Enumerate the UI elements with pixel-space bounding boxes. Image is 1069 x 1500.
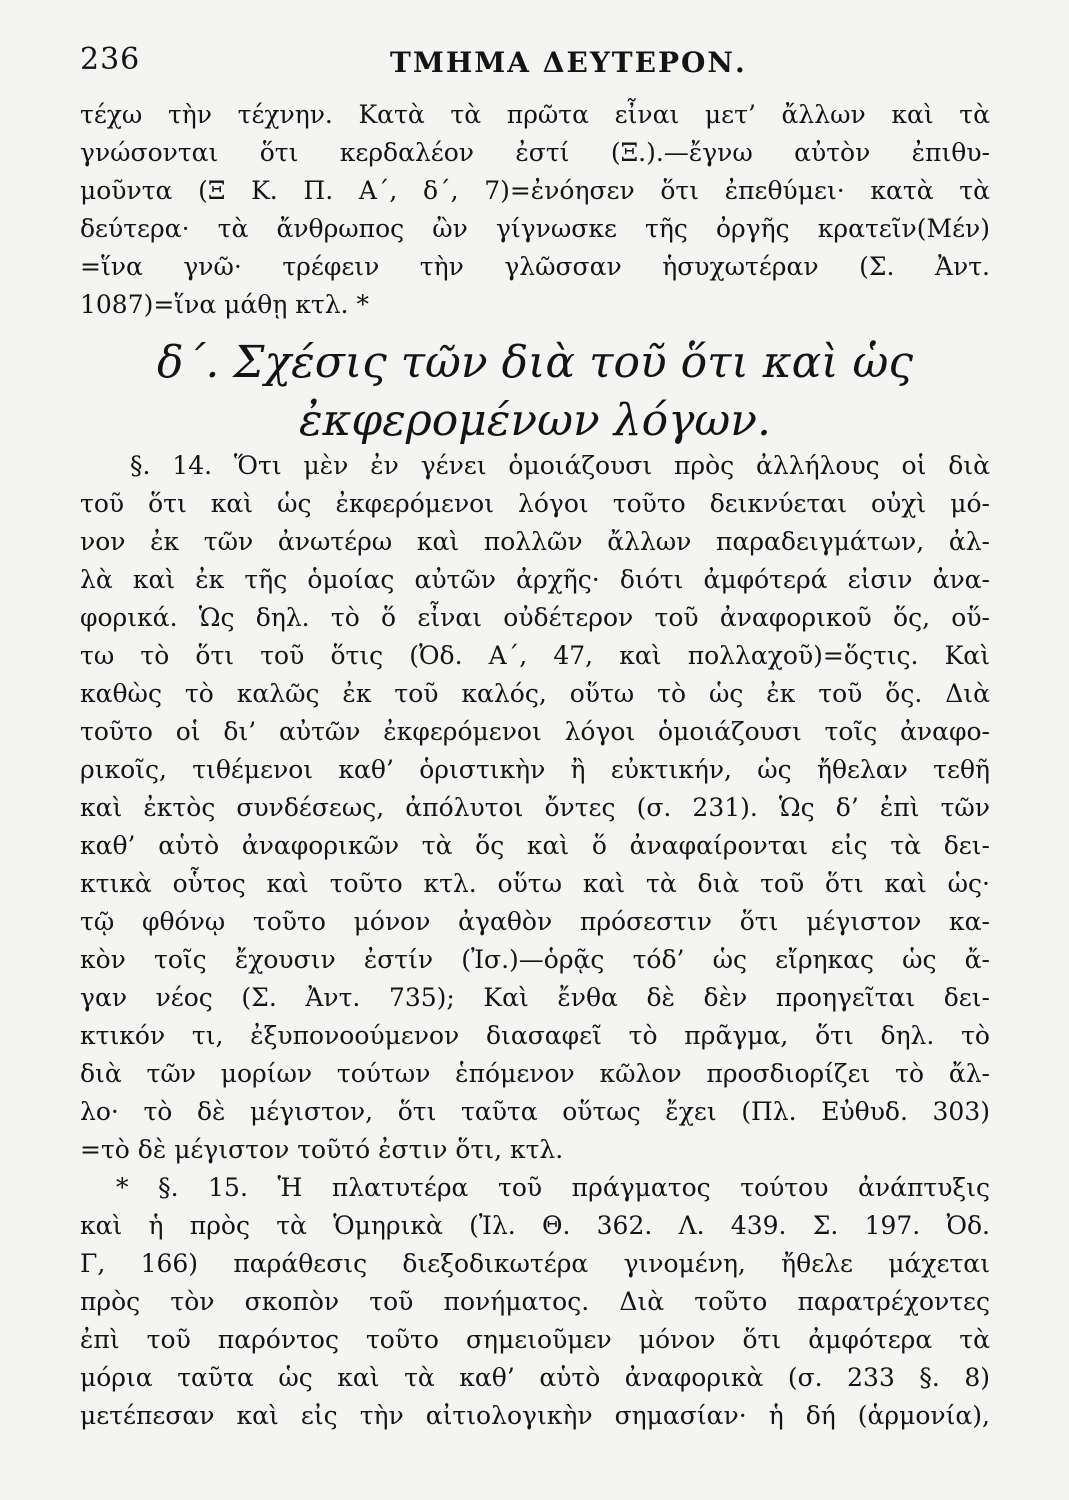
text-line: τέχω τὴν τέχνην. Κατὰ τὰ πρῶτα εἶναι μετ’ ἄλλων καὶ τὰ [80,100,990,129]
section-heading-line-2: ἐκφερομένων λόγων. [298,395,772,446]
text-line: γαν νέος (Σ. Ἀντ. 735); Καὶ ἔνθα δὲ δὲν προηγεῖται δει- [80,983,990,1012]
text-line: καὶ ἡ πρὸς τὰ Ὁμηρικὰ (Ἰλ. Θ. 362. Λ. 439. Σ. 197. Ὀδ. [80,1211,990,1240]
text-line: τοῦτο οἱ δι’ αὐτῶν ἐκφερόμενοι λόγοι ὁμοιάζουσι τοῖς ἀναφο- [80,717,990,746]
text-line: μόρια ταῦτα ὡς καὶ τὰ καθ’ αὑτὸ ἀναφορικὰ (σ. 233 §. 8) [80,1363,990,1392]
text-line: ρικοῖς, τιθέμενοι καθ’ ὁριστικὴν ἢ εὐκτικήν, ὡς ἤθελαν τεθῆ [80,755,990,784]
text-line: πρὸς τὸν σκοπὸν τοῦ πονήματος. Διὰ τοῦτο παρατρέχοντες [80,1287,990,1316]
page-header [80,42,990,82]
section-heading [80,334,990,450]
paragraph-15 [80,1169,990,1435]
text-line: 1087)=ἵνα μάθῃ κτλ. * [80,290,369,319]
text-line: νον ἐκ τῶν ἀνωτέρω καὶ πολλῶν ἄλλων παραδειγμάτων, ἀλ- [80,527,990,556]
text-line: ἐπὶ τοῦ παρόντος τοῦτο σημειοῦμεν μόνον ὅτι ἀμφότερα τὰ [80,1325,990,1354]
text-line: φορικά. Ὡς δηλ. τὸ ὅ εἶναι οὐδέτερον τοῦ ἀναφορικοῦ ὅς, οὕ- [80,603,990,632]
text-line: τοῦ ὅτι καὶ ὡς ἐκφερόμενοι λόγοι τοῦτο δεικνύεται οὐχὶ μό- [80,489,990,518]
text-line: λὰ καὶ ἐκ τῆς ὁμοίας αὐτῶν ἀρχῆς· διότι ἀμφότερά εἰσιν ἀνα- [80,565,990,594]
text-line: μοῦντα (Ξ Κ. Π. Α΄, δ΄, 7)=ἐνόησεν ὅτι ἐπεθύμει· κατὰ τὰ [80,176,990,205]
paragraph-14 [80,447,990,1169]
text-line: καὶ ἐκτὸς συνδέσεως, ἀπόλυτοι ὄντες (σ. 231). Ὡς δ’ ἐπὶ τῶν [80,793,990,822]
text-line: κτικόν τι, ἐξυπονοούμενον διασαφεῖ τὸ πρᾶγμα, ὅτι δηλ. τὸ [80,1021,990,1050]
text-line: κτικὰ οὗτος καὶ τοῦτο κτλ. οὕτω καὶ τὰ διὰ τοῦ ὅτι καὶ ὡς· [80,869,990,898]
top-paragraph [80,96,990,324]
running-title: ΤΜΗΜΑ ΔΕΥΤΕΡΟΝ. [390,46,747,79]
text-line: διὰ τῶν μορίων τούτων ἑπόμενον κῶλον προσδιορίζει τὸ ἄλ- [80,1059,990,1088]
page-number: 236 [80,42,141,77]
text-line: καθὼς τὸ καλῶς ἐκ τοῦ καλός, οὕτω τὸ ὡς ἐκ τοῦ ὅς. Διὰ [80,679,990,708]
text-line: κὸν τοῖς ἔχουσιν ἐστίν (Ἰσ.)—ὁρᾷς τόδ’ ὡς εἴρηκας ὡς ἄ- [80,945,990,974]
section-heading-line-1: δ΄. Σχέσις τῶν διὰ τοῦ ὅτι καὶ ὡς [156,337,914,388]
text-line: Γ, 166) παράθεσις διεξοδικωτέρα γινομένη, ἤθελε μάχεται [80,1249,990,1278]
text-line: καθ’ αὑτὸ ἀναφορικῶν τὰ ὅς καὶ ὅ ἀναφαίρονται εἰς τὰ δει- [80,831,990,860]
text-line: μετέπεσαν καὶ εἰς τὴν αἰτιολογικὴν σημασίαν· ἡ δή (ἁρμονία), [80,1401,990,1430]
text-line: §. 14. Ὅτι μὲν ἐν γένει ὁμοιάζουσι πρὸς ἀλλήλους οἱ διὰ [130,451,990,480]
text-line: * §. 15. Ἡ πλατυτέρα τοῦ πράγματος τούτου ἀνάπτυξις [116,1173,990,1202]
text-line: =ἵνα γνῶ· τρέφειν τὴν γλῶσσαν ἡσυχωτέραν (Σ. Ἀντ. [80,252,990,281]
text-line: λο· τὸ δὲ μέγιστον, ὅτι ταῦτα οὕτως ἔχει (Πλ. Εὐθυδ. 303) [80,1097,990,1126]
text-line: τῷ φθόνῳ τοῦτο μόνον ἀγαθὸν πρόσεστιν ὅτι μέγιστον κα- [80,907,990,936]
text-line: γνώσονται ὅτι κερδαλέον ἐστί (Ξ.).—ἔγνω αὐτὸν ἐπιθυ- [80,138,990,167]
text-line: =τὸ δὲ μέγιστον τοῦτό ἐστιν ὅτι, κτλ. [80,1135,564,1164]
text-line: δεύτερα· τὰ ἄνθρωπος ὢν γίγνωσκε τῆς ὀργῆς κρατεῖν(Μέν) [80,214,990,243]
text-line: τω τὸ ὅτι τοῦ ὅτις (Ὀδ. Α΄, 47, καὶ πολλαχοῦ)=ὅςτις. Καὶ [80,641,990,670]
